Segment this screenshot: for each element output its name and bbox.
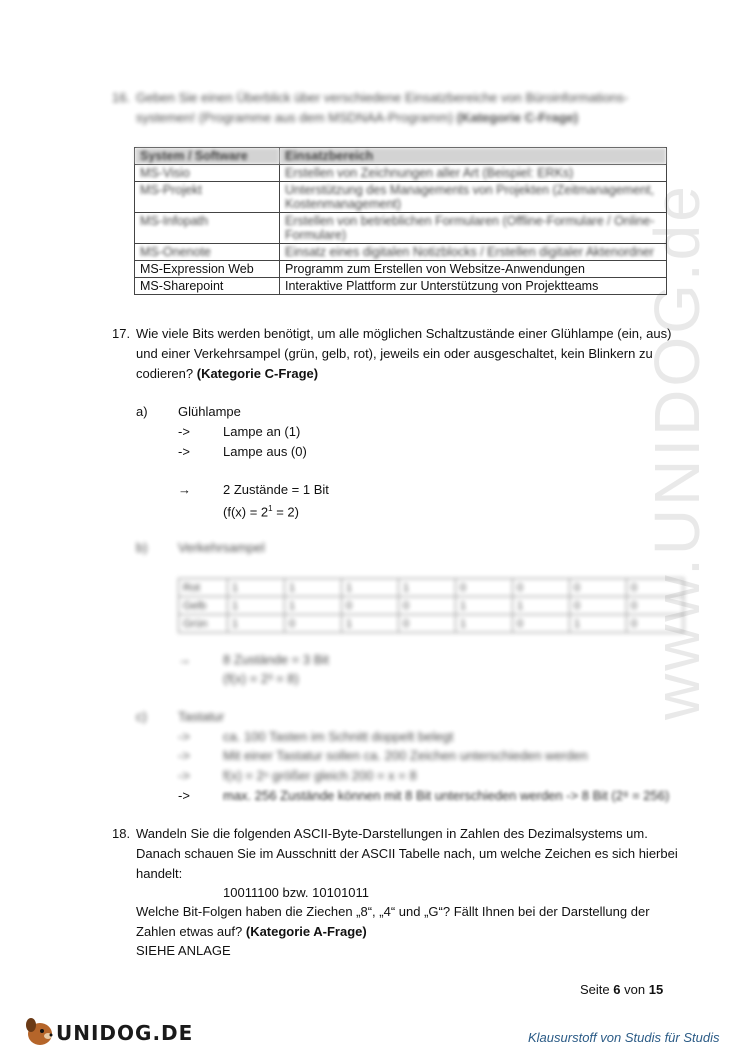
a-item: Lampe an (1) <box>223 424 301 439</box>
table-cell: 1 <box>342 579 399 597</box>
table-cell: 1 <box>228 615 285 633</box>
a-item: Lampe aus (0) <box>223 444 307 459</box>
table-cell: Gelb <box>179 597 228 615</box>
logo-text: UNIDOG.DE <box>56 1021 194 1045</box>
b-formula: (f(x) = 2³ = 8) <box>223 671 299 686</box>
table-cell: 0 <box>627 597 684 615</box>
double-arrow-icon: → <box>178 482 191 497</box>
table-cell: 0 <box>285 615 342 633</box>
table-cell: 0 <box>627 579 684 597</box>
table-cell: 0 <box>627 615 684 633</box>
q18-line2: Danach schauen Sie im Ausschnitt der ASCII Tabelle nach, um welche Zeichen es sich hierbei <box>136 846 678 861</box>
c-title: Tastatur <box>178 709 225 724</box>
table-cell: 1 <box>513 597 570 615</box>
page-prefix: Seite <box>580 982 610 997</box>
arrow: -> <box>178 768 190 783</box>
table-cell: Unterstützung des Managements von Projekten (Zeitmanagement, Kostenmanagement) <box>280 182 667 213</box>
a-title: Glühlampe <box>178 404 241 419</box>
q18-number: 18. <box>112 826 131 841</box>
q17-line3-wrap <box>136 364 318 384</box>
table-cell: 0 <box>570 597 627 615</box>
table-cell: 1 <box>399 579 456 597</box>
table-cell: MS-Expression Web <box>135 261 280 278</box>
a-result: 2 Zustände = 1 Bit <box>223 482 329 497</box>
q17-line2: und einer Verkehrsampel (grün, gelb, rot), jeweils ein oder ausgeschaltet, kein Blinkern zu <box>136 346 653 361</box>
b-result: 8 Zustände = 3 Bit <box>223 652 329 667</box>
q18-line6: SIEHE ANLAGE <box>136 943 231 958</box>
page-current: 6 <box>613 982 621 997</box>
formula-part: = 2) <box>272 504 299 520</box>
table-cell: 1 <box>456 597 513 615</box>
page-total: 15 <box>648 982 664 997</box>
q16-line1: Geben Sie einen Überblick über verschiedene Einsatzbereiche von Büroinformations- <box>136 90 629 105</box>
q17-category: (Kategorie C-Frage) <box>196 366 319 381</box>
table-cell: MS-Projekt <box>135 182 280 213</box>
table-cell: 1 <box>570 615 627 633</box>
arrow: -> <box>178 788 190 803</box>
table-cell: Erstellen von Zeichnungen aller Art (Beispiel: ERKs) <box>280 165 667 182</box>
table-row <box>179 615 684 633</box>
table-cell: 1 <box>456 615 513 633</box>
q18-line3: handelt: <box>136 866 183 881</box>
table-cell: Einsatz eines digitalen Notizblocks / Erstellen digitaler Aktenordner <box>280 244 667 261</box>
footer-tagline: Klausurstoff von Studis für Studis <box>528 1030 720 1045</box>
q16-line2-wrap <box>136 108 578 128</box>
formula-part: (f(x) = 2 <box>223 504 269 520</box>
table-cell: 0 <box>513 615 570 633</box>
unidog-logo <box>22 1014 194 1048</box>
q18-category: (Kategorie A-Frage) <box>245 924 367 939</box>
traffic-table <box>178 578 684 633</box>
table-cell: Interaktive Plattform zur Unterstützung von Projektteams <box>280 278 667 295</box>
q17-line3: codieren? <box>136 366 194 381</box>
arrow: -> <box>178 748 190 763</box>
table-row <box>179 579 684 597</box>
page-middle: von <box>624 982 646 997</box>
arrow: -> <box>178 444 190 459</box>
table-cell: 0 <box>399 597 456 615</box>
q17-number: 17. <box>112 326 131 341</box>
c-item: max. 256 Zustände können mit 8 Bit unterschieden werden -> 8 Bit (2⁸ = 256) <box>223 788 670 803</box>
q18-line5-wrap <box>136 922 367 942</box>
table-header: Einsatzbereich <box>280 148 667 165</box>
watermark: www.UNIDOG.de <box>641 183 713 720</box>
table-cell: 0 <box>456 579 513 597</box>
q18-line4: Welche Bit-Folgen haben die Ziechen „8“, „4“ und „G“? Fällt Ihnen bei der Darstellung der <box>136 904 650 919</box>
c-item: f(x) = 2ⁿ größer gleich 200 = x = 8 <box>223 768 417 783</box>
table-cell: Programm zum Erstellen von Websitze-Anwendungen <box>280 261 667 278</box>
table-cell: MS-Sharepoint <box>135 278 280 295</box>
table-header: System / Software <box>135 148 280 165</box>
table-cell: 1 <box>285 579 342 597</box>
c-label: c) <box>136 709 147 724</box>
table-cell: MS-Infopath <box>135 213 280 244</box>
q16-block <box>112 88 629 108</box>
table-cell: Erstellen von betrieblichen Formularen (Offline-Formulare / Online-Formulare) <box>280 213 667 244</box>
table-row <box>135 244 667 261</box>
c-item: ca. 100 Tasten im Schnitt doppelt belegt <box>223 729 454 744</box>
b-title: Verkehrsampel <box>178 540 265 555</box>
table-row <box>135 213 667 244</box>
table-cell: 1 <box>342 615 399 633</box>
table-cell: 1 <box>285 597 342 615</box>
q16-number: 16. <box>112 90 131 105</box>
table-cell: 0 <box>342 597 399 615</box>
q18-line5: Zahlen etwas auf? <box>136 924 243 939</box>
table-row <box>179 597 684 615</box>
table-cell: MS-Visio <box>135 165 280 182</box>
q17-line1: Wie viele Bits werden benötigt, um alle möglichen Schaltzustände einer Glühlampe (ein, aus) <box>136 326 672 341</box>
table-row <box>135 278 667 295</box>
a-formula <box>223 499 299 522</box>
table-row <box>135 182 667 213</box>
table-cell: 0 <box>399 615 456 633</box>
b-label: b) <box>136 540 148 555</box>
c-item: Mit einer Tastatur sollen ca. 200 Zeichen unterschieden werden <box>223 748 588 763</box>
q16-category: (Kategorie C-Frage) <box>456 110 579 125</box>
double-arrow-icon: → <box>178 652 191 667</box>
table-row <box>135 261 667 278</box>
table-cell: 0 <box>513 579 570 597</box>
table-cell: 1 <box>228 579 285 597</box>
table-cell: MS-Onenote <box>135 244 280 261</box>
table-cell: Grün <box>179 615 228 633</box>
arrow: -> <box>178 729 190 744</box>
software-table <box>134 147 667 295</box>
q18-bytes: 10011100 bzw. 10101011 <box>223 885 370 900</box>
a-label: a) <box>136 404 148 419</box>
table-cell: Rot <box>179 579 228 597</box>
table-cell: 0 <box>570 579 627 597</box>
q16-line2: systemen! (Programme aus dem MSDNAA-Programm) <box>136 110 454 125</box>
dog-icon <box>22 1014 58 1048</box>
page-number <box>580 980 663 1000</box>
formula-exponent: 1 <box>268 504 273 513</box>
table-cell: 1 <box>228 597 285 615</box>
q18-line1: Wandeln Sie die folgenden ASCII-Byte-Darstellungen in Zahlen des Dezimalsystems um. <box>136 826 648 841</box>
arrow: -> <box>178 424 190 439</box>
table-row <box>135 165 667 182</box>
